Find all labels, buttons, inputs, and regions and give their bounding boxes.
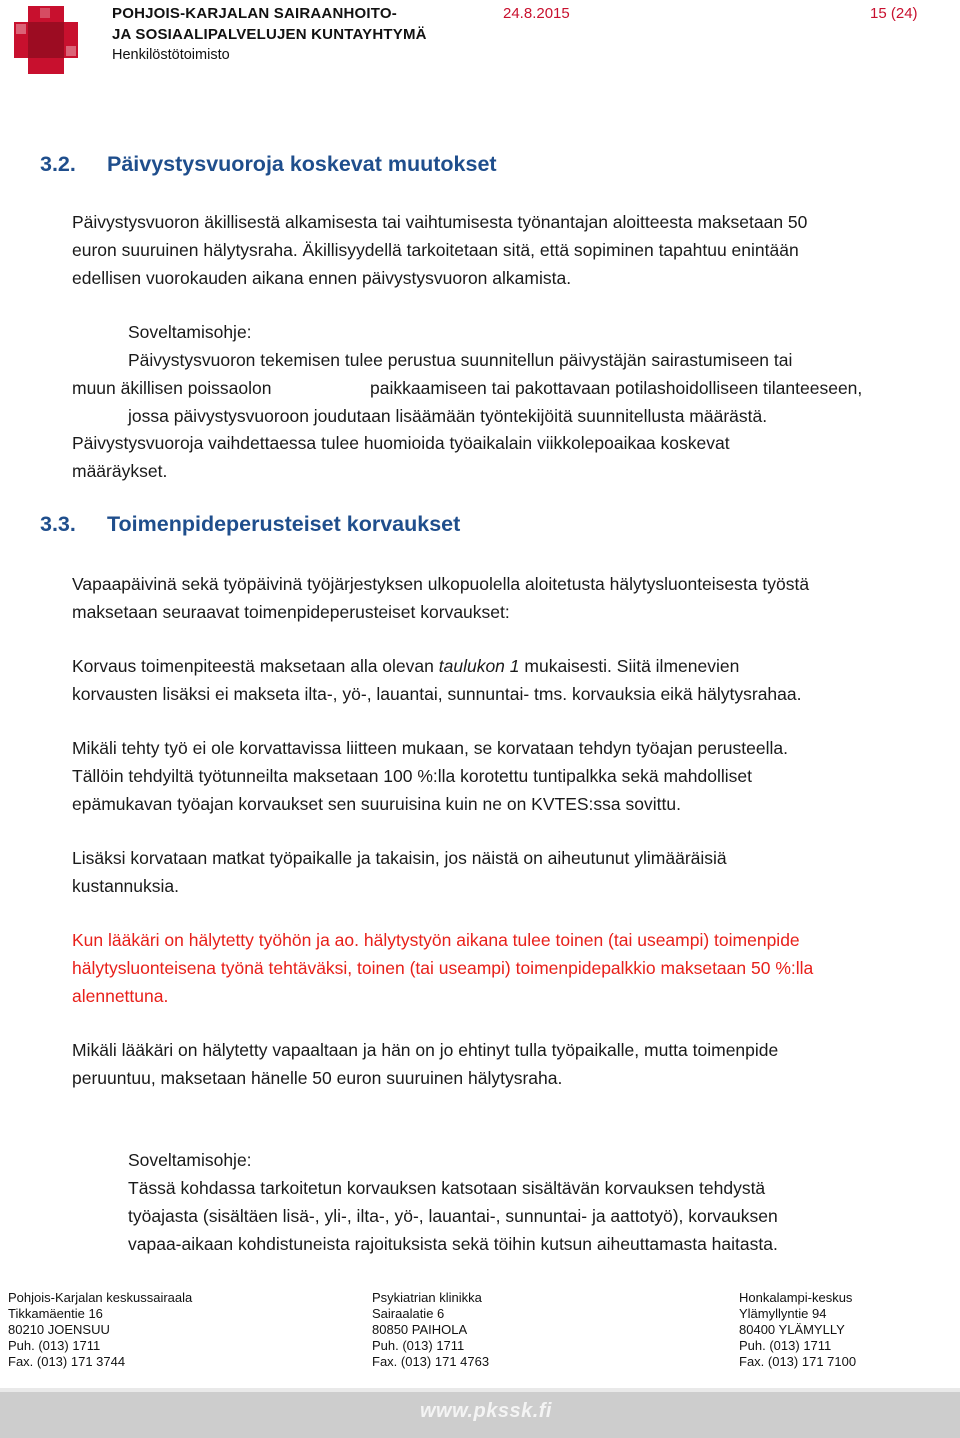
footer-line: Fax. (013) 171 3744 — [8, 1354, 126, 1369]
paragraph-3 — [72, 734, 960, 818]
section-number: 3.3. — [40, 512, 76, 536]
text-line: euron suuruinen hälytysraha. Äkillisyydellä tarkoitetaan sitä, että sopiminen tapahtuu enintään — [72, 240, 799, 260]
pkssk-cross-logo-icon — [14, 6, 78, 74]
paragraph-4 — [72, 844, 960, 900]
guidance-text: muun äkillisen poissaolon — [72, 378, 272, 398]
text-line: Vapaapäivinä sekä työpäivinä työjärjestyksen ulkopuolella aloitetusta hälytysluonteisesta työstä — [72, 574, 810, 594]
text-line: Mikäli tehty työ ei ole korvattavissa liitteen mukaan, se korvataan tehdyn työajan perusteella. — [72, 738, 788, 758]
footer-line: Fax. (013) 171 7100 — [739, 1354, 857, 1369]
footer-line: 80210 JOENSUU — [8, 1322, 110, 1337]
guidance-text: jossa päivystysvuoroon joudutaan lisäämään työntekijöitä suunnitellusta määrästä. — [128, 406, 768, 426]
table-reference: taulukon 1 — [438, 656, 520, 676]
footer-line: Ylämyllyntie 94 — [739, 1306, 827, 1321]
text-line: Tällöin tehdyiltä työtunneilta maksetaan 100 %:lla korotettu tuntipalkka sekä mahdolliset — [72, 766, 752, 786]
footer-line: Psykiatrian klinikka — [372, 1290, 482, 1305]
footer-line: Puh. (013) 1711 — [8, 1338, 101, 1353]
footer-line: Tikkamäentie 16 — [8, 1306, 103, 1321]
text-line: edellisen vuorokauden aikana ennen päivystysvuoron alkamista. — [72, 268, 572, 288]
footer-line: Puh. (013) 1711 — [372, 1338, 465, 1353]
paragraph-1 — [72, 570, 960, 626]
text-line: kustannuksia. — [72, 876, 180, 896]
document-date: 24.8.2015 — [503, 5, 570, 22]
text-line: Päivystysvuoron äkillisestä alkamisesta tai vaihtumisesta työnantajan aloitteesta maksetaan 50 — [72, 212, 808, 232]
text-line: hälytysluonteisena työnä tehtäväksi, toinen (tai useampi) toimenpidepalkkio maksetaan 50 %:lla — [72, 958, 814, 978]
paragraph-5-highlighted — [72, 926, 960, 1010]
guidance-label: Soveltamisohje: — [128, 322, 252, 342]
footer-line: 80400 YLÄMYLLY — [739, 1322, 845, 1337]
text-line: korvausten lisäksi ei makseta ilta-, yö-, lauantai, sunnuntai- tms. korvauksia eikä hälytysrahaa. — [72, 684, 802, 704]
guidance-text: määräykset. — [72, 461, 168, 481]
section-title: Toimenpideperusteiset korvaukset — [107, 512, 461, 536]
text-line: Lisäksi korvataan matkat työpaikalle ja takaisin, jos näistä on aiheutunut ylimääräisiä — [72, 848, 727, 868]
text-line: Mikäli lääkäri on hälytetty vapaaltaan ja hän on jo ehtinyt tulla työpaikalle, mutta toimenpide — [72, 1040, 779, 1060]
text-span: Korvaus toimenpiteestä maksetaan alla olevan — [72, 656, 439, 676]
footer-line: Puh. (013) 1711 — [739, 1338, 832, 1353]
footer-line: Honkalampi-keskus — [739, 1290, 853, 1305]
guidance-text: Päivystysvuoron tekemisen tulee perustua suunnitellun päivystäjän sairastumiseen tai — [128, 350, 793, 370]
footer-address-1 — [8, 1290, 192, 1370]
guidance-text: työajasta (sisältäen lisä-, yli-, ilta-, yö-, lauantai-, sunnuntai- ja aattotyö), korvauksen — [128, 1206, 778, 1226]
section-3-3-heading — [40, 512, 460, 537]
text-span: mukaisesti. Siitä ilmenevien — [519, 656, 740, 676]
org-name-line1: POHJOIS-KARJALAN SAIRAANHOITO- — [112, 5, 397, 22]
text-line — [72, 652, 960, 680]
section-title: Päivystysvuoroja koskevat muutokset — [107, 152, 497, 176]
paragraph-6 — [72, 1036, 960, 1092]
guidance-text: Päivystysvuoroja vaihdettaessa tulee huomioida työaikalain viikkolepoaikaa koskevat — [72, 433, 730, 453]
guidance-text: paikkaamiseen tai pakottavaan potilashoidolliseen tilanteeseen, — [370, 378, 863, 398]
guidance-text: Tässä kohdassa tarkoitetun korvauksen katsotaan sisältävän korvauksen tehdystä — [128, 1178, 766, 1198]
footer-line: 80850 PAIHOLA — [372, 1322, 468, 1337]
text-line: peruuntuu, maksetaan hänelle 50 euron suuruinen hälytysraha. — [72, 1068, 563, 1088]
footer-line: Sairaalatie 6 — [372, 1306, 445, 1321]
footer-address-3 — [739, 1290, 856, 1370]
text-line: Kun lääkäri on hälytetty työhön ja ao. hälytystyön aikana tulee toinen (tai useampi) toimenpide — [72, 930, 800, 950]
footer-address-2 — [372, 1290, 489, 1370]
guidance-block-2 — [128, 1146, 778, 1258]
footer-line: Fax. (013) 171 4763 — [372, 1354, 490, 1369]
website-link[interactable]: www.pkssk.fi — [420, 1400, 552, 1422]
section-number: 3.2. — [40, 152, 76, 176]
text-line: maksetaan seuraavat toimenpideperusteiset korvaukset: — [72, 602, 510, 622]
page-number: 15 (24) — [870, 5, 918, 22]
guidance-text: vapaa-aikaan kohdistuneista rajoituksista sekä töihin kutsun aiheuttamasta haitasta. — [128, 1234, 778, 1254]
department: Henkilöstötoimisto — [112, 47, 230, 63]
guidance-label: Soveltamisohje: — [128, 1150, 252, 1170]
paragraph-2 — [72, 652, 960, 708]
text-line: epämukavan työajan korvaukset sen suuruisina kuin ne on KVTES:ssa sovittu. — [72, 794, 681, 814]
footer-line: Pohjois-Karjalan keskussairaala — [8, 1290, 193, 1305]
org-name-line2: JA SOSIAALIPALVELUJEN KUNTAYHTYMÄ — [112, 26, 427, 43]
text-line: alennettuna. — [72, 986, 169, 1006]
section-3-2-paragraph — [72, 208, 960, 292]
section-3-2-heading — [40, 152, 497, 177]
